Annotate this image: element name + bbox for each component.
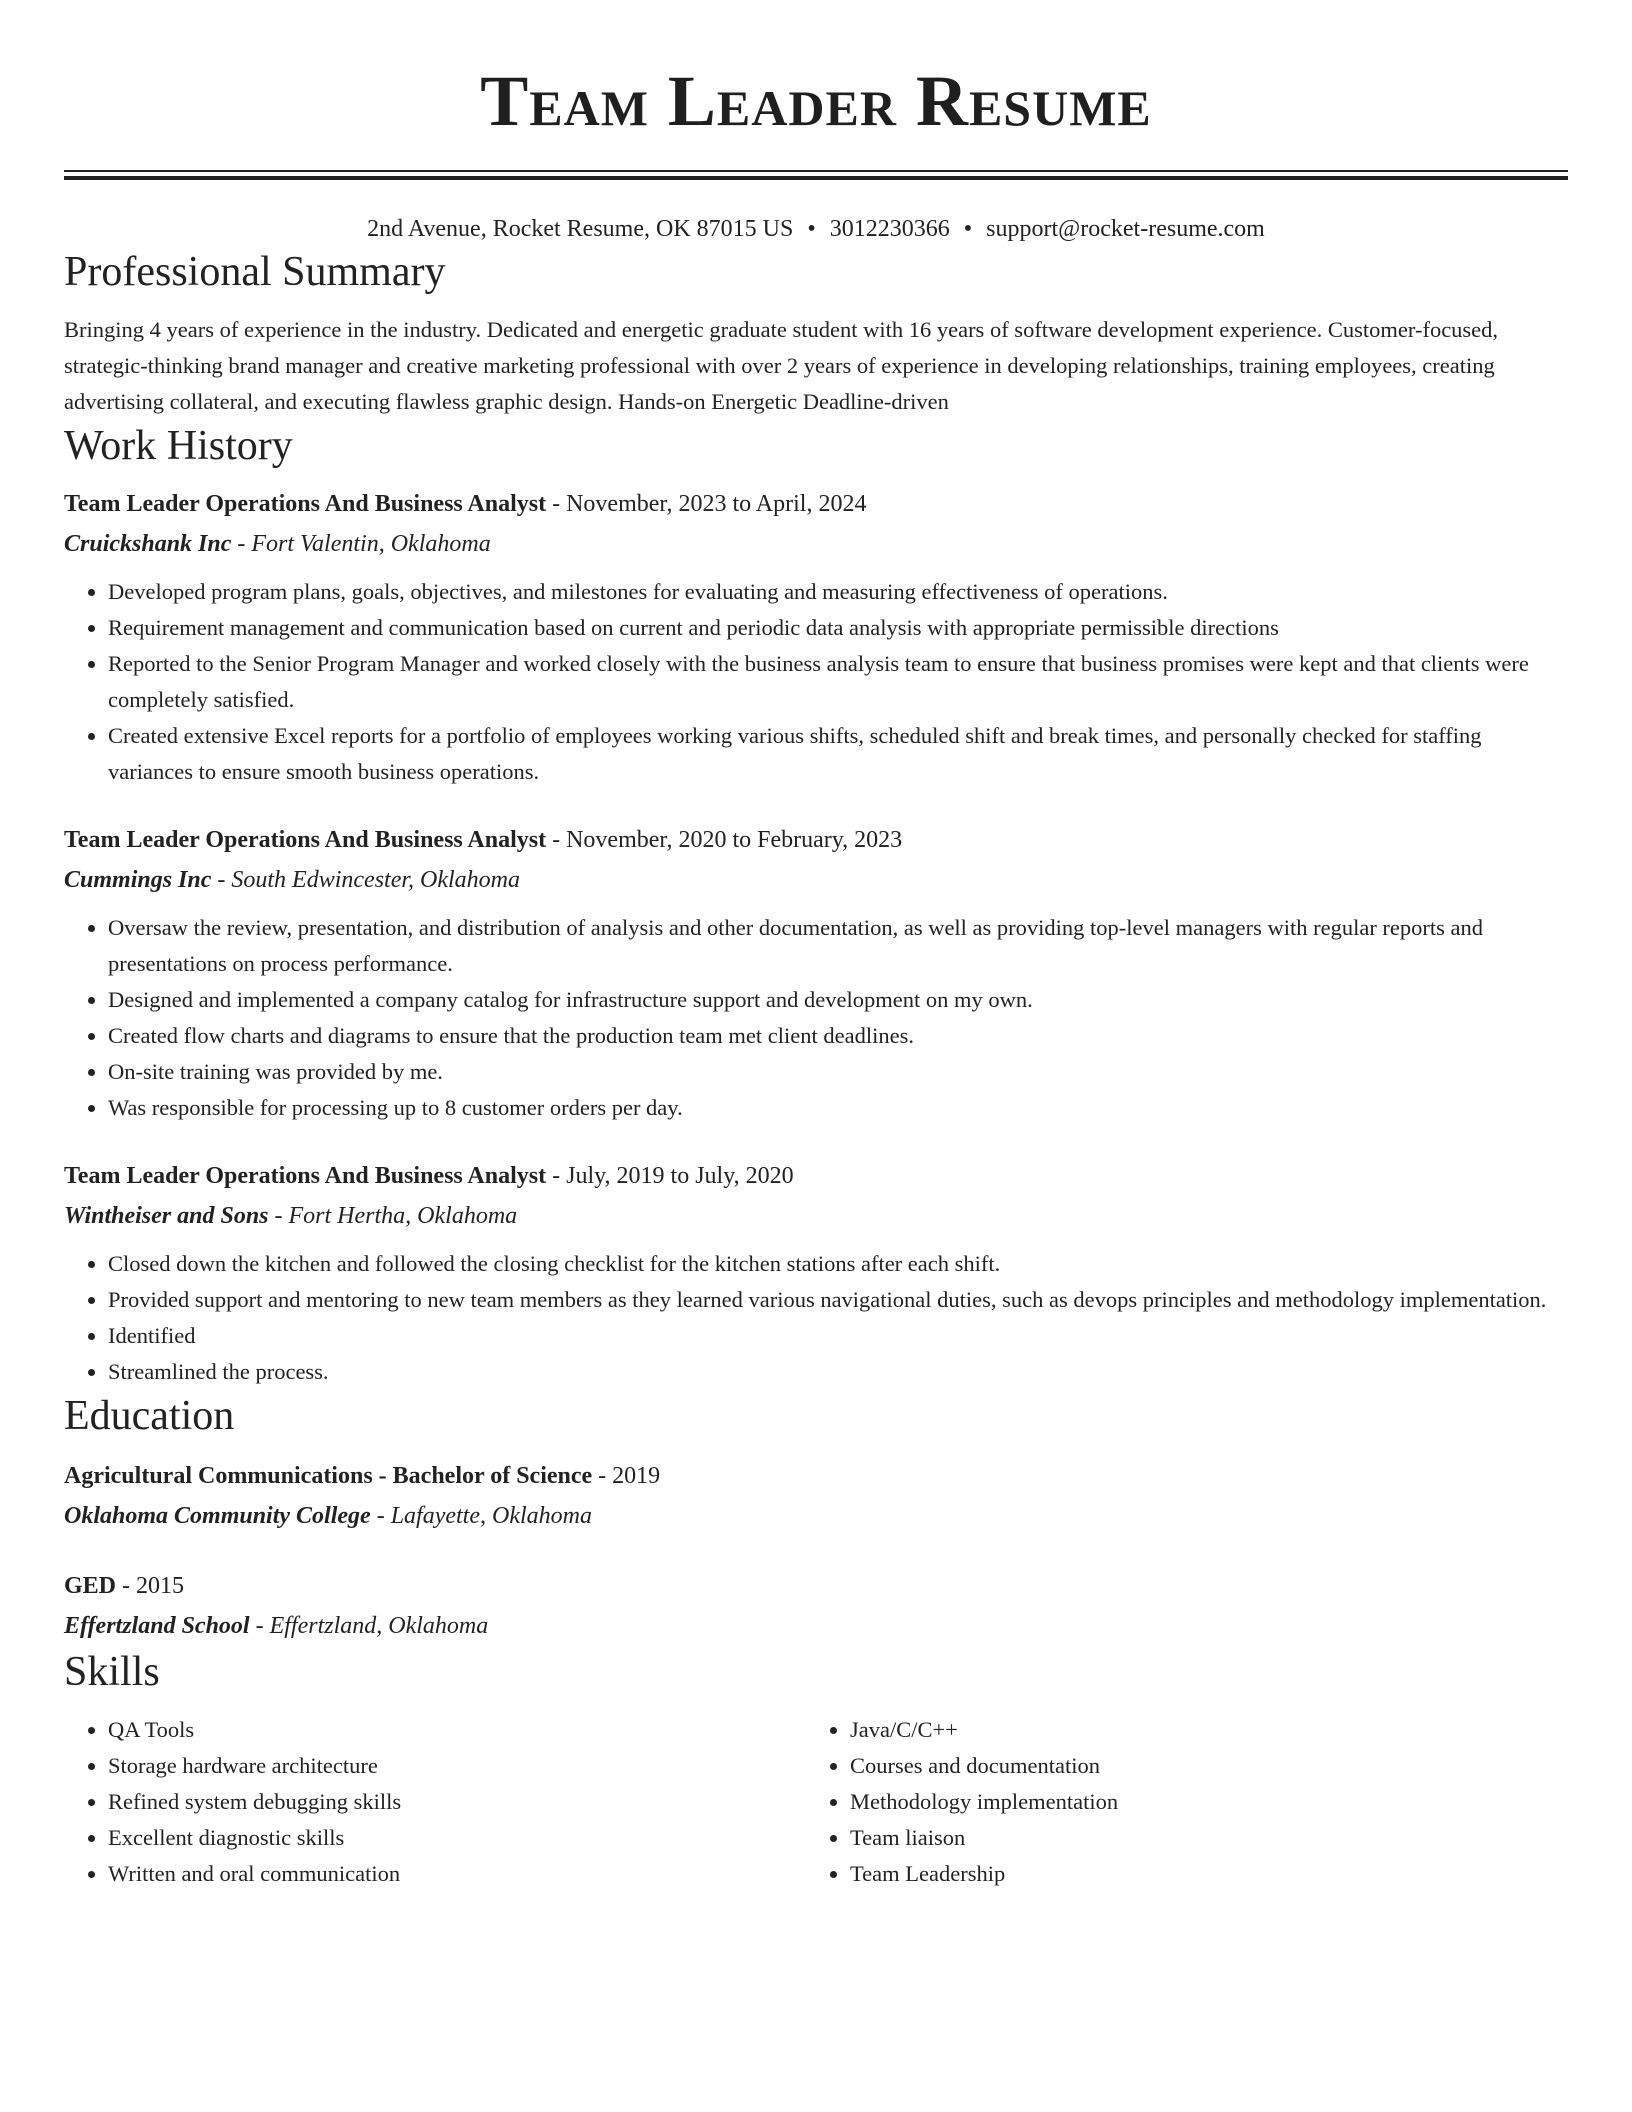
- skills-list: [64, 1712, 1568, 1892]
- job-bullet: • Oversaw the review, presentation, and distribution of analysis and other documentation, as well as providing top-level managers with regular reports and presentations on process performance.: [108, 910, 1568, 982]
- job-bullet: • Provided support and mentoring to new team members as they learned various navigational duties, such as devops principles and methodology implementation.: [108, 1282, 1568, 1318]
- job-title: Team Leader Operations And Business Analyst: [64, 1163, 547, 1189]
- skill-item: • Java/C/C++: [850, 1712, 1548, 1748]
- skill-item: • Refined system debugging skills: [108, 1784, 806, 1820]
- job-bullet: • Designed and implemented a company catalog for infrastructure support and development on my own.: [108, 982, 1568, 1018]
- job-dates: - November, 2023 to April, 2024: [546, 491, 867, 517]
- job-bullet: • Was responsible for processing up to 8 customer orders per day.: [108, 1090, 1568, 1126]
- skill-item: • Excellent diagnostic skills: [108, 1820, 806, 1856]
- skills-column-right: [806, 1712, 1548, 1892]
- job-bullet: • On-site training was provided by me.: [108, 1054, 1568, 1090]
- skills-heading: Skills: [64, 1649, 160, 1695]
- job-entry: [64, 1156, 1568, 1390]
- education-location: - Effertzland, Oklahoma: [249, 1613, 489, 1639]
- skill-item: • Written and oral communication: [108, 1856, 806, 1892]
- job-bullet: • Identified: [108, 1318, 1568, 1354]
- job-company: Cummings Inc: [64, 867, 212, 893]
- job-bullet: • Created extensive Excel reports for a portfolio of employees working various shifts, scheduled shift and break times, and personally checked for staffing variances to ensure smooth business operations.: [108, 718, 1568, 790]
- skill-item: • Courses and documentation: [850, 1748, 1548, 1784]
- education-heading: Education: [64, 1393, 235, 1439]
- resume-title: Team Leader Resume: [480, 61, 1152, 141]
- summary-text: Bringing 4 years of experience in the industry. Dedicated and energetic graduate student with 16 years of software development experience. Customer-focused, strategic-thinking brand manager and creative marketing professional with over 2 years of experience in developing relationships, training employees, creating advertising collateral, and executing flawless graphic design. Hands-on Energetic Deadline-driven: [64, 317, 1499, 414]
- contact-phone: 3012230366: [829, 216, 950, 242]
- job-company: Wintheiser and Sons: [64, 1203, 269, 1229]
- job-location: - Fort Hertha, Oklahoma: [268, 1203, 518, 1229]
- contact-separator: •: [807, 216, 816, 242]
- job-company: Cruickshank Inc: [64, 531, 232, 557]
- skill-item: • Methodology implementation: [850, 1784, 1548, 1820]
- job-location: - South Edwincester, Oklahoma: [211, 867, 521, 893]
- title-divider: [64, 170, 1568, 180]
- job-bullet: • Closed down the kitchen and followed the closing checklist for the kitchen stations after each shift.: [108, 1246, 1568, 1282]
- contact-line: [64, 212, 1568, 246]
- education-school: Oklahoma Community College: [64, 1503, 371, 1529]
- job-bullets: [64, 574, 1568, 790]
- job-bullets: [64, 1246, 1568, 1390]
- education-location: - Lafayette, Oklahoma: [370, 1503, 592, 1529]
- summary-heading: Professional Summary: [64, 249, 446, 295]
- skill-item: • Team liaison: [850, 1820, 1548, 1856]
- job-dates: - November, 2020 to February, 2023: [546, 827, 903, 853]
- job-location: - Fort Valentin, Oklahoma: [231, 531, 491, 557]
- job-entry: [64, 484, 1568, 790]
- education-entry: [64, 1566, 1568, 1646]
- job-bullets: [64, 910, 1568, 1126]
- job-dates: - July, 2019 to July, 2020: [546, 1163, 794, 1189]
- job-bullet: • Requirement management and communication based on current and periodic data analysis with appropriate permissible directions: [108, 610, 1568, 646]
- contact-address: 2nd Avenue, Rocket Resume, OK 87015 US: [367, 216, 794, 242]
- education-school: Effertzland School: [64, 1613, 250, 1639]
- work-history-heading: Work History: [64, 423, 293, 469]
- skill-item: • Storage hardware architecture: [108, 1748, 806, 1784]
- job-title: Team Leader Operations And Business Analyst: [64, 491, 547, 517]
- education-year: - 2019: [592, 1463, 661, 1489]
- skill-item: • Team Leadership: [850, 1856, 1548, 1892]
- job-bullet: • Developed program plans, goals, objectives, and milestones for evaluating and measuring effectiveness of operations.: [108, 574, 1568, 610]
- skills-column-left: [64, 1712, 806, 1892]
- job-bullet: • Created flow charts and diagrams to ensure that the production team met client deadlines.: [108, 1018, 1568, 1054]
- contact-email: support@rocket-resume.com: [986, 216, 1265, 242]
- job-title: Team Leader Operations And Business Analyst: [64, 827, 547, 853]
- job-entry: [64, 820, 1568, 1126]
- contact-separator: •: [963, 216, 973, 242]
- skill-item: • QA Tools: [108, 1712, 806, 1748]
- education-entry: [64, 1456, 1568, 1536]
- education-degree: Agricultural Communications - Bachelor of Science: [64, 1463, 593, 1489]
- education-degree: GED: [64, 1573, 117, 1599]
- job-bullet: • Reported to the Senior Program Manager and worked closely with the business analysis team to ensure that business promises were kept and that clients were completely satisfied.: [108, 646, 1568, 718]
- job-bullet: • Streamlined the process.: [108, 1354, 1568, 1390]
- education-year: - 2015: [116, 1573, 185, 1599]
